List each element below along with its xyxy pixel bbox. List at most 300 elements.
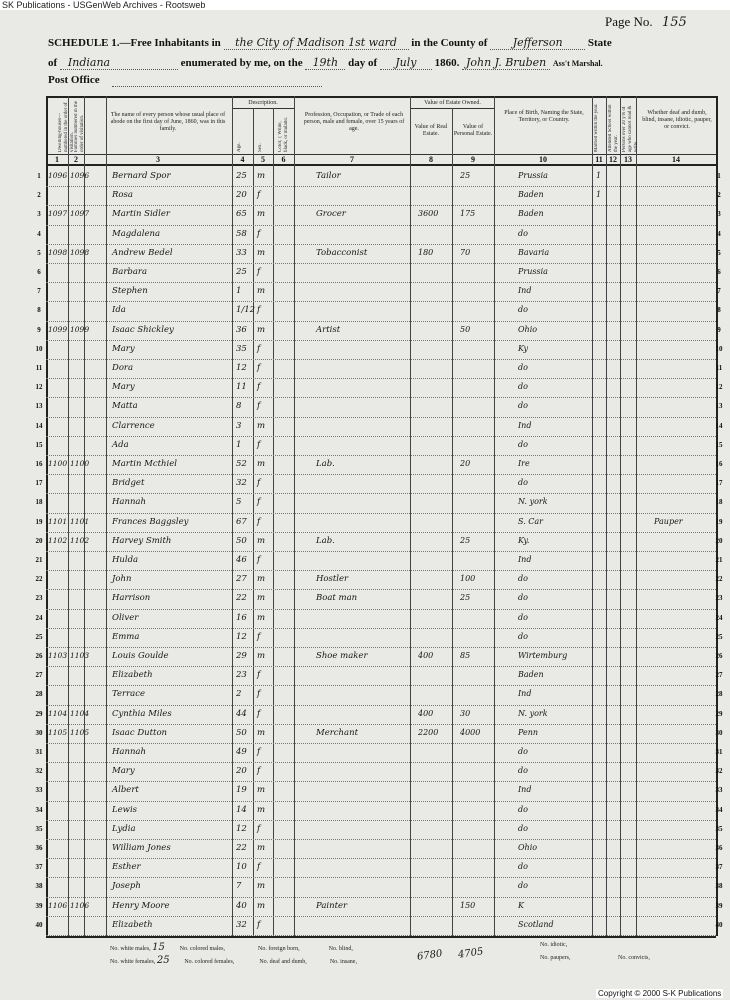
- person-age: 20: [236, 766, 247, 777]
- line-number: 40: [715, 920, 723, 929]
- person-name: Frances Baggsley: [112, 516, 189, 527]
- line-number: 36: [35, 844, 43, 852]
- row-rule: [46, 877, 716, 878]
- personal-estate-value: 50: [460, 324, 471, 334]
- married-within-year: 1: [596, 190, 602, 200]
- birthplace: Baden: [518, 190, 544, 200]
- row-rule: [46, 685, 716, 686]
- line-number: 6: [717, 268, 721, 276]
- line-number: 5: [717, 248, 721, 257]
- birthplace: Prussia: [518, 267, 548, 276]
- line-number: 17: [35, 479, 43, 488]
- line-number: 29: [715, 709, 723, 718]
- person-name: Mary: [112, 766, 135, 777]
- birthplace: Wirtemburg: [518, 651, 568, 660]
- person-name: John: [112, 574, 132, 585]
- person-name: Mary: [112, 343, 135, 354]
- person-occupation: Grocer: [316, 209, 346, 220]
- day-value: 19th: [305, 56, 345, 70]
- line-number: 22: [35, 575, 43, 584]
- col9-header: Value of Personal Estate.: [453, 124, 493, 137]
- paupers-label: No. paupers,: [540, 955, 571, 961]
- footer-line-1: [110, 942, 353, 953]
- row-rule: [46, 186, 716, 187]
- row-rule: [46, 897, 716, 898]
- line-number: 3: [37, 210, 41, 219]
- row-rule: [46, 359, 716, 360]
- column-rule: [68, 96, 69, 936]
- birthplace: Ind: [518, 785, 532, 795]
- person-sex: f: [257, 497, 261, 508]
- line-number: 23: [35, 594, 43, 603]
- person-name: Cynthia Miles: [112, 708, 172, 719]
- line-number: 9: [37, 325, 41, 334]
- insane-label: No. insane,: [329, 959, 357, 965]
- birthplace: do: [518, 439, 528, 449]
- line-number: 28: [35, 690, 43, 699]
- line-number: 34: [715, 805, 723, 814]
- row-rule: [46, 801, 716, 802]
- state-value: Indiana: [60, 56, 178, 70]
- birthplace: Baden: [518, 670, 544, 680]
- person-name: Terrace: [112, 689, 146, 700]
- person-age: 22: [236, 593, 247, 604]
- column-rule: [410, 96, 411, 936]
- personal-estate-value: 20: [460, 459, 471, 468]
- family-number: 1104: [70, 708, 90, 718]
- line-number: 24: [35, 613, 43, 622]
- column-rule: [273, 108, 274, 936]
- line-number: 40: [35, 920, 43, 929]
- dwelling-number: 1097: [48, 209, 68, 219]
- line-number: 19: [715, 517, 723, 526]
- line-number: 13: [715, 402, 723, 411]
- birthplace: do: [518, 766, 528, 776]
- archive-banner: SK Publications - USGenWeb Archives - Rootsweb: [0, 0, 730, 10]
- line-number: 11: [715, 364, 723, 372]
- personal-estate-value: 175: [460, 209, 476, 219]
- person-sex: f: [257, 190, 261, 201]
- row-rule: [46, 321, 716, 322]
- col1-header: Dwelling-houses— numbered in the order of visitation.: [58, 102, 75, 152]
- person-age: 23: [236, 670, 247, 681]
- family-number: 1099: [70, 324, 90, 334]
- birthplace: N. york: [518, 497, 548, 507]
- line-number: 20: [715, 536, 723, 545]
- pauper-status: Pauper: [654, 516, 683, 526]
- column-number: 4: [240, 155, 245, 164]
- schedule-title: [48, 36, 612, 50]
- person-sex: f: [257, 267, 261, 277]
- family-number: 1098: [70, 247, 90, 257]
- colored-females-label: No. colored females,: [184, 959, 235, 965]
- line-number: 33: [35, 786, 43, 795]
- birthplace: do: [518, 631, 528, 641]
- line-number: 4: [717, 229, 721, 238]
- person-age: 29: [236, 651, 247, 661]
- line-number: 20: [35, 536, 43, 545]
- person-name: Joseph: [112, 881, 141, 892]
- enum-label: enumerated by me, on the: [180, 57, 303, 69]
- line-number: 39: [715, 901, 723, 910]
- deaf-dumb-label: No. deaf and dumb,: [259, 959, 307, 965]
- person-sex: f: [257, 343, 261, 354]
- person-sex: m: [257, 593, 266, 604]
- person-name: Harrison: [112, 593, 151, 604]
- person-sex: f: [257, 862, 261, 873]
- personal-estate-value: 25: [460, 171, 471, 180]
- column-number: 7: [350, 155, 354, 164]
- line-number: 10: [715, 344, 723, 353]
- person-name: Albert: [112, 785, 139, 796]
- person-name: Hulda: [112, 555, 139, 565]
- person-name: Bridget: [112, 478, 145, 489]
- line-number: 22: [715, 575, 723, 584]
- line-number: 24: [715, 613, 723, 622]
- dwelling-number: 1103: [48, 651, 68, 660]
- person-sex: f: [257, 478, 261, 489]
- row-rule: [46, 455, 716, 456]
- line-number: 25: [35, 632, 43, 641]
- white-males-label: No. white males,: [110, 946, 151, 952]
- column-number: 5: [261, 155, 265, 164]
- person-name: Clarrence: [112, 420, 155, 431]
- dwelling-number: 1102: [48, 535, 68, 545]
- line-number: 18: [35, 498, 43, 507]
- person-age: 33: [236, 247, 247, 258]
- birthplace: do: [518, 228, 528, 238]
- person-name: Rosa: [112, 190, 133, 201]
- person-occupation: Tailor: [316, 171, 341, 181]
- person-occupation: Painter: [316, 900, 348, 911]
- birthplace: S. Car: [518, 516, 543, 526]
- person-name: Hannah: [112, 497, 146, 508]
- line-number: 26: [715, 652, 723, 660]
- column-number: 8: [429, 155, 433, 164]
- person-age: 8: [236, 401, 242, 412]
- schedule-line-2: [48, 56, 603, 70]
- post-office-label: Post Office: [48, 74, 100, 86]
- person-age: 67: [236, 516, 247, 527]
- birthplace: do: [518, 612, 528, 622]
- person-name: Oliver: [112, 612, 139, 623]
- birthplace: do: [518, 747, 528, 756]
- col7-header: Profession, Occupation, or Trade of each person, male and female, over 15 years of age.: [303, 112, 405, 132]
- dwelling-number: 1100: [48, 459, 68, 468]
- column-rule: [636, 96, 637, 936]
- column-rule: [494, 96, 495, 936]
- person-name: Isaac Shickley: [112, 324, 174, 335]
- person-name: Ida: [112, 305, 126, 316]
- line-number: 33: [715, 786, 723, 795]
- person-sex: m: [257, 785, 266, 796]
- col14-header: Whether deaf and dumb, blind, insane, idiotic, pauper, or convict.: [642, 110, 712, 130]
- person-sex: m: [257, 612, 266, 623]
- line-number: 38: [715, 882, 723, 891]
- person-occupation: Lab.: [316, 459, 335, 469]
- line-number: 3: [717, 210, 721, 219]
- person-name: Hannah: [112, 747, 146, 757]
- person-sex: m: [257, 881, 266, 892]
- post-office-line: [112, 86, 322, 87]
- person-name: Mary: [112, 382, 135, 393]
- person-age: 40: [236, 900, 247, 911]
- column-number: 11: [595, 155, 603, 164]
- person-name: Martin Sidler: [112, 209, 170, 220]
- column-rule: [253, 108, 254, 936]
- table-top-rule: [46, 96, 716, 98]
- birthplace: Ohio: [518, 843, 538, 852]
- line-number: 10: [35, 344, 43, 353]
- birthplace: Ohio: [518, 324, 538, 334]
- column-number: 2: [74, 155, 78, 164]
- line-number: 13: [35, 402, 43, 411]
- line-number: 27: [715, 671, 723, 680]
- line-number: 21: [715, 556, 723, 564]
- column-rule: [620, 96, 621, 936]
- line-number: 28: [715, 690, 723, 699]
- column-rule: [452, 108, 453, 936]
- person-age: 11: [236, 382, 247, 393]
- family-number: 1102: [70, 535, 90, 545]
- row-rule: [46, 340, 716, 341]
- line-number: 29: [35, 709, 43, 718]
- person-sex: f: [257, 670, 261, 681]
- row-rule: [46, 474, 716, 475]
- row-rule: [46, 493, 716, 494]
- person-age: 12: [236, 363, 247, 373]
- year-value: 1860.: [434, 57, 460, 69]
- person-sex: m: [257, 286, 266, 297]
- row-rule: [46, 551, 716, 552]
- line-number: 37: [35, 863, 43, 872]
- person-sex: f: [257, 439, 261, 450]
- person-age: 1: [236, 439, 242, 450]
- person-occupation: Tobacconist: [316, 247, 368, 258]
- line-number: 32: [35, 767, 43, 776]
- dwelling-number: 1099: [48, 324, 68, 334]
- line-number: 30: [715, 728, 723, 737]
- person-age: 50: [236, 727, 247, 738]
- row-rule: [46, 436, 716, 437]
- person-sex: m: [257, 804, 266, 815]
- col2-header: Families numbered in the order of visitation.: [74, 101, 85, 152]
- column-number: 12: [609, 155, 617, 164]
- row-rule: [46, 628, 716, 629]
- person-sex: f: [257, 228, 261, 239]
- personal-estate-value: 85: [460, 651, 471, 660]
- column-rule: [606, 96, 607, 936]
- row-rule: [46, 378, 716, 379]
- birthplace: Ky.: [518, 535, 530, 545]
- line-number: 7: [37, 287, 41, 296]
- line-number: 16: [35, 460, 43, 468]
- row-rule: [46, 397, 716, 398]
- person-sex: f: [257, 631, 261, 642]
- personal-estate-value: 100: [460, 574, 476, 584]
- person-sex: f: [257, 382, 261, 393]
- personal-estate-value: 150: [460, 900, 476, 910]
- row-rule: [46, 609, 716, 610]
- person-occupation: Shoe maker: [316, 651, 368, 661]
- schedule-prefix: SCHEDULE 1.—Free Inhabitants in: [48, 37, 221, 49]
- person-sex: m: [257, 535, 266, 546]
- person-age: 52: [236, 459, 247, 469]
- row-rule: [46, 820, 716, 821]
- col8-header: Value of Real Estate.: [414, 124, 448, 137]
- person-age: 46: [236, 555, 247, 565]
- person-sex: m: [257, 420, 266, 431]
- person-name: Martin Mcthiel: [112, 459, 177, 469]
- birthplace: do: [518, 574, 528, 584]
- line-number: 11: [35, 364, 43, 372]
- birthplace: do: [518, 382, 528, 392]
- row-rule: [46, 724, 716, 725]
- real-estate-value: 180: [418, 247, 434, 257]
- person-sex: m: [257, 574, 266, 585]
- birthplace: do: [518, 478, 528, 488]
- person-sex: m: [257, 247, 266, 258]
- convicts-label: No. convicts,: [618, 955, 650, 961]
- person-age: 58: [236, 228, 247, 239]
- row-rule: [46, 263, 716, 264]
- real-estate-value: 400: [418, 708, 434, 718]
- person-name: Bernard Spor: [112, 171, 171, 181]
- line-number: 15: [35, 440, 43, 449]
- col10-header: Place of Birth, Naming the State, Territory, or Country.: [504, 110, 584, 123]
- personal-estate-value: 30: [460, 708, 471, 718]
- line-number: 2: [37, 191, 41, 200]
- real-estate-value: 2200: [418, 727, 439, 737]
- line-number: 27: [35, 671, 43, 680]
- birthplace: do: [518, 363, 528, 372]
- person-occupation: Lab.: [316, 535, 335, 546]
- line-number: 14: [715, 421, 723, 430]
- county-value: Jefferson: [490, 36, 585, 50]
- white-males-value: 15: [152, 942, 165, 953]
- col11-header: Married within the year.: [594, 103, 599, 152]
- person-name: Magdalena: [112, 228, 161, 239]
- birthplace: do: [518, 862, 528, 872]
- person-sex: f: [257, 555, 261, 565]
- description-rule: [232, 108, 294, 109]
- birthplace: do: [518, 881, 528, 891]
- person-age: 50: [236, 535, 247, 546]
- table-bottom-rule: [46, 936, 716, 938]
- colored-males-label: No. colored males,: [179, 946, 225, 952]
- person-age: 1/12: [236, 305, 256, 316]
- line-number: 25: [715, 632, 723, 641]
- idiotic-label: No. idiotic,: [540, 942, 568, 948]
- birthplace: do: [518, 593, 528, 603]
- row-rule: [46, 417, 716, 418]
- family-number: 1106: [70, 900, 90, 910]
- person-occupation: Merchant: [316, 727, 358, 738]
- line-number: 19: [35, 517, 43, 526]
- person-sex: f: [257, 689, 261, 700]
- column-rule: [592, 96, 593, 936]
- row-rule: [46, 762, 716, 763]
- person-name: William Jones: [112, 843, 171, 853]
- line-number: 38: [35, 882, 43, 891]
- col6-header: Color, { White, black, or mulatto.: [278, 116, 289, 152]
- person-name: Elizabeth: [112, 670, 153, 681]
- family-number: 1101: [70, 516, 90, 526]
- column-number: 13: [624, 155, 632, 164]
- birthplace: Ind: [518, 420, 532, 430]
- row-rule: [46, 935, 716, 936]
- person-sex: m: [257, 900, 266, 911]
- line-number: 15: [715, 440, 723, 449]
- birthplace: Ky: [518, 343, 528, 353]
- page-label: Page No.: [605, 14, 653, 29]
- dwelling-number: 1105: [48, 727, 68, 737]
- line-number: 9: [717, 325, 721, 334]
- row-rule: [46, 225, 716, 226]
- person-name: Andrew Bedel: [112, 247, 173, 258]
- family-number: 1097: [70, 209, 90, 219]
- line-number: 35: [715, 824, 723, 833]
- row-rule: [46, 666, 716, 667]
- col4-header: Age.: [237, 142, 242, 152]
- person-age: 27: [236, 574, 247, 585]
- dwelling-number: 1101: [48, 516, 68, 526]
- dwelling-number: 1096: [48, 171, 68, 180]
- line-number: 39: [35, 901, 43, 910]
- line-number: 36: [715, 844, 723, 852]
- line-number: 1: [717, 172, 721, 180]
- line-number: 23: [715, 594, 723, 603]
- of-label: of: [48, 57, 58, 69]
- value-header: Value of Estate Owned.: [424, 100, 481, 106]
- marshal-label: Ass't Marshal.: [552, 59, 603, 68]
- row-rule: [46, 705, 716, 706]
- line-number: 21: [35, 556, 43, 564]
- column-rule: [232, 96, 233, 936]
- white-females-label: No. white females,: [110, 959, 156, 965]
- person-name: Dora: [112, 363, 134, 373]
- person-sex: f: [257, 747, 261, 757]
- birthplace: do: [518, 804, 528, 814]
- col12-header: Attended School within the year.: [608, 104, 619, 152]
- family-number: 1100: [70, 459, 90, 468]
- family-number: 1096: [70, 171, 90, 180]
- married-within-year: 1: [596, 171, 602, 180]
- person-age: 5: [236, 497, 242, 508]
- row-rule: [46, 589, 716, 590]
- person-age: 2: [236, 689, 242, 700]
- person-age: 44: [236, 708, 247, 719]
- line-number: 17: [715, 479, 723, 488]
- person-name: Henry Moore: [112, 900, 170, 911]
- line-number: 8: [37, 306, 41, 315]
- line-number: 30: [35, 728, 43, 737]
- row-rule: [46, 781, 716, 782]
- row-rule: [46, 244, 716, 245]
- birthplace: N. york: [518, 708, 548, 718]
- person-age: 3: [236, 420, 242, 431]
- person-age: 12: [236, 631, 247, 642]
- col3-header: The name of every person whose usual place of abode on the first day of June, 1860, was in this family.: [110, 112, 226, 132]
- month-value: July: [380, 56, 432, 70]
- person-age: 32: [236, 919, 247, 930]
- person-age: 16: [236, 612, 247, 623]
- line-number: 4: [37, 229, 41, 238]
- row-rule: [46, 647, 716, 648]
- birthplace: Ind: [518, 555, 532, 564]
- column-number: 14: [672, 155, 680, 164]
- row-rule: [46, 205, 716, 206]
